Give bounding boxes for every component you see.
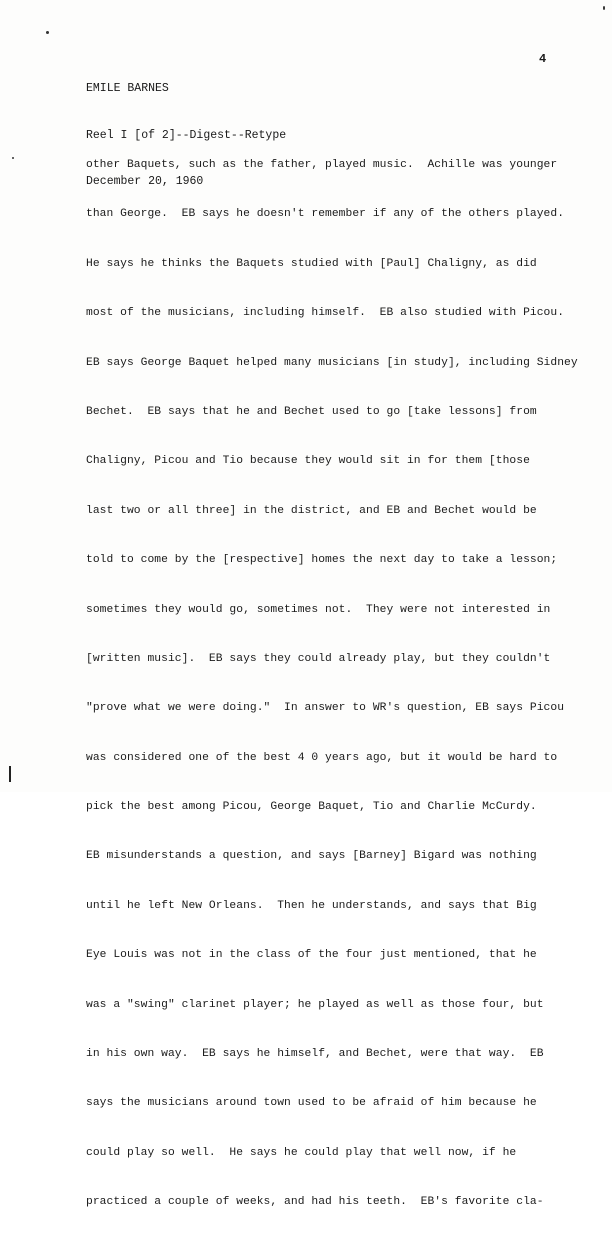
header-date: December 20, 1960 (86, 175, 204, 188)
body-line: than George. EB says he doesn't remember if any of the others played. (86, 208, 565, 221)
body-line: EB says George Baquet helped many musicians [in study], including Sidney (86, 356, 578, 369)
body-line: was a "swing" clarinet player; he played as well as those four, but (86, 998, 544, 1011)
body-text (86, 134, 578, 1245)
body-line: other Baquets, such as the father, played music. Achille was younger (86, 159, 558, 171)
body-line: Bechet. EB says that he and Bechet used to go [take lessons] from (86, 405, 537, 418)
body-line: "prove what we were doing." In answer to WR's question, EB says Picou (86, 702, 565, 715)
page-number: 4 (539, 52, 547, 66)
body-line: Eye Louis was not in the class of the four just mentioned, that he (86, 949, 537, 962)
scan-edge-mark (9, 766, 11, 782)
body-line: could play so well. He says he could play that well now, if he (86, 1146, 517, 1159)
body-line: Chaligny, Picou and Tio because they would sit in for them [those (86, 455, 530, 468)
scan-speck (46, 31, 49, 34)
body-line: says the musicians around town used to be afraid of him because he (86, 1097, 537, 1110)
scan-speck (603, 6, 605, 10)
header-reel: Reel I [of 2]--Digest--Retype (86, 128, 287, 142)
header-name: EMILE BARNES (86, 82, 169, 95)
body-line: was considered one of the best 4 0 years ago, but it would be hard to (86, 751, 558, 764)
body-line: pick the best among Picou, George Baquet, Tio and Charlie McCurdy. (86, 801, 537, 814)
body-line: in his own way. EB says he himself, and Bechet, were that way. EB (86, 1048, 544, 1061)
body-line: until he left New Orleans. Then he understands, and says that Big (86, 899, 537, 912)
body-line: He says he thinks the Baquets studied with [Paul] Chaligny, as did (86, 257, 537, 270)
body-line: last two or all three] in the district, and EB and Bechet would be (86, 504, 537, 517)
body-line: most of the musicians, including himself. EB also studied with Picou. (86, 307, 565, 320)
body-line: practiced a couple of weeks, and had his teeth. EB's favorite cla- (86, 1196, 544, 1209)
body-line: EB misunderstands a question, and says [Barney] Bigard was nothing (86, 850, 537, 863)
body-line: [written music]. EB says they could already play, but they couldn't (86, 652, 551, 665)
scan-speck (12, 157, 14, 159)
body-line: told to come by the [respective] homes the next day to take a lesson; (86, 554, 558, 567)
body-line: sometimes they would go, sometimes not. They were not interested in (86, 603, 551, 616)
